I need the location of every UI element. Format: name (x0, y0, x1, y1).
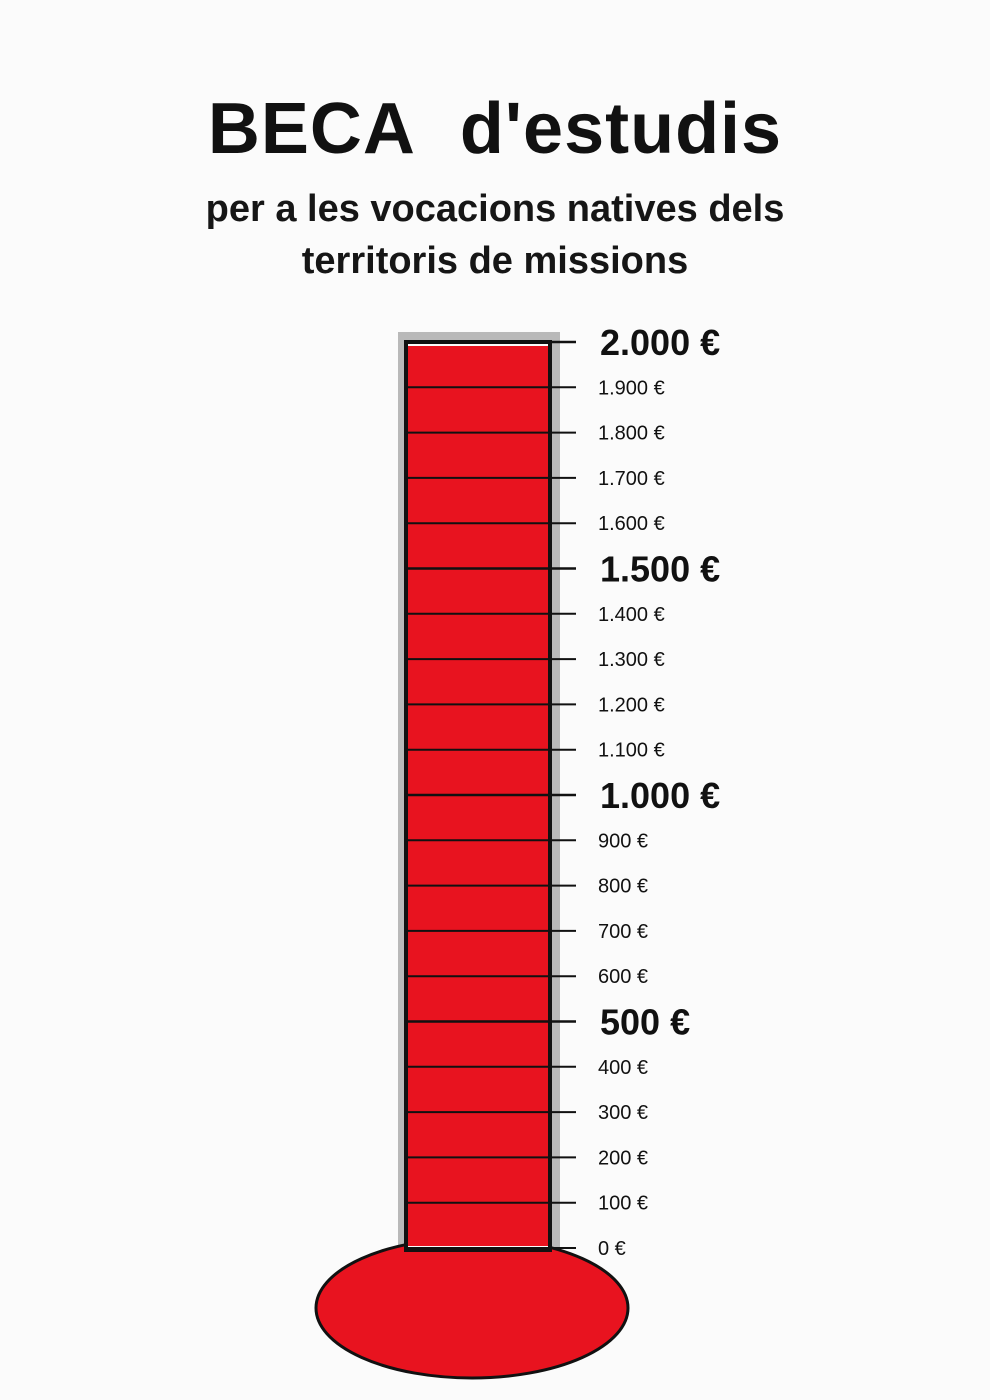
subtitle-line-1: per a les vocacions natives dels (205, 188, 785, 230)
tick-label-400: 400 € (598, 1056, 649, 1079)
tick-labels (598, 322, 720, 1260)
tick-label-700: 700 € (598, 920, 649, 943)
tick-label-300: 300 € (598, 1102, 649, 1125)
tick-label-0: 0 € (598, 1238, 626, 1260)
tick-label-600: 600 € (598, 966, 649, 989)
tick-label-1700: 1.700 € (598, 467, 665, 490)
tick-marks (406, 342, 576, 1248)
subtitle-line-2: territoris de missions (301, 240, 689, 282)
tick-label-900: 900 € (598, 830, 649, 853)
tick-label-1500: 1.500 € (600, 548, 721, 590)
tick-label-1400: 1.400 € (598, 603, 665, 626)
title-word-beca: BECA (207, 89, 416, 169)
tick-label-1600: 1.600 € (598, 513, 665, 536)
thermometer-bulb (316, 1238, 628, 1378)
title-word-estudis: d'estudis (459, 89, 783, 169)
tick-label-1900: 1.900 € (598, 377, 665, 400)
tick-label-800: 800 € (598, 875, 649, 898)
tick-label-1000: 1.000 € (600, 775, 721, 816)
tick-label-500: 500 € (600, 1001, 691, 1043)
tick-label-1300: 1.300 € (598, 649, 665, 672)
tick-label-2000: 2.000 € (600, 322, 721, 363)
tick-label-100: 100 € (598, 1192, 649, 1215)
tick-label-1100: 1.100 € (598, 739, 665, 762)
tick-label-1200: 1.200 € (598, 694, 665, 717)
tick-label-200: 200 € (598, 1147, 649, 1170)
tick-label-1800: 1.800 € (598, 422, 665, 445)
